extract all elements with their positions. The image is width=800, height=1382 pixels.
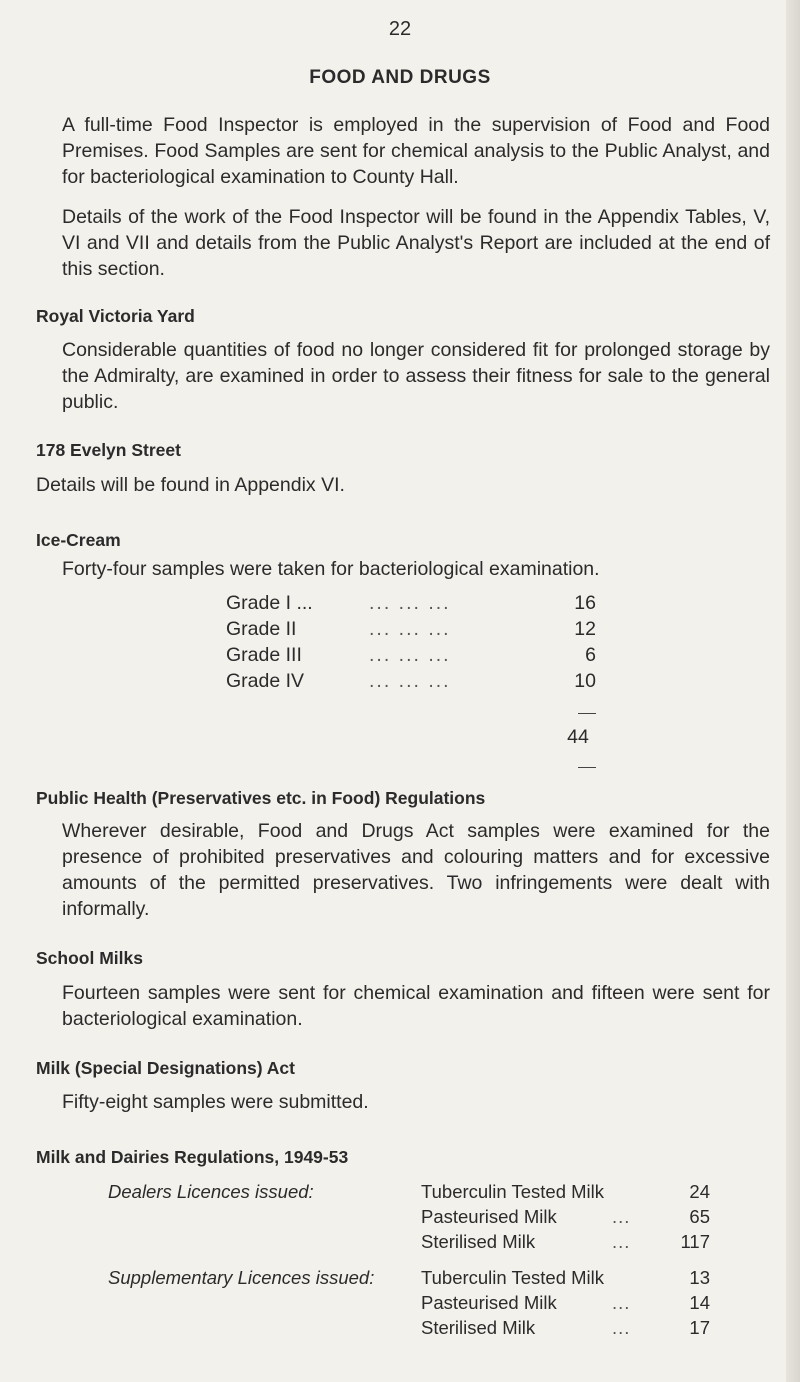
grade-label: Grade I ... (226, 592, 313, 614)
ice-cream-heading: Ice-Cream (36, 530, 121, 550)
grade-count: 6 (585, 644, 596, 666)
dealers-licences-label: Dealers Licences issued: (108, 1181, 314, 1202)
intro-paragraph-2: Details of the work of the Food Inspector will be found in the Appendix Tables, V, VI and VII and details from the Public Analyst's Report are included at the end of this section. (62, 206, 770, 280)
evelyn-street-heading: 178 Evelyn Street (36, 440, 181, 460)
licence-item-name: Pasteurised Milk (421, 1206, 557, 1227)
grade-count: 10 (574, 670, 596, 692)
licence-item-name: Tuberculin Tested Milk (421, 1267, 605, 1288)
licence-item-count: 14 (689, 1292, 710, 1313)
page-title: FOOD AND DRUGS (309, 67, 491, 88)
leader-dots: ... ... ... (369, 592, 451, 614)
grade-label: Grade II (226, 618, 297, 640)
leader-dots: ... (612, 1231, 631, 1252)
grade-label: Grade IV (226, 670, 305, 692)
intro-paragraph-1: A full-time Food Inspector is employed in the supervision of Food and Food Premises. Food Samples are sent for chemical analysis to the Public Analyst, and for bacteriological examination to County Hall. (62, 114, 770, 188)
ice-cream-text: Forty-four samples were taken for bacteriological examination. (62, 558, 600, 580)
total-rule-top (578, 713, 596, 714)
grade-row (226, 670, 606, 696)
milk-dairies-heading: Milk and Dairies Regulations, 1949-53 (36, 1147, 349, 1167)
supplementary-licences-label: Supplementary Licences issued: (108, 1267, 375, 1288)
licence-item-count: 17 (689, 1317, 710, 1338)
leader-dots: ... (612, 1317, 631, 1338)
milk-act-text: Fifty-eight samples were submitted. (62, 1091, 369, 1113)
leader-dots: ... (612, 1292, 631, 1313)
milk-act-heading: Milk (Special Designations) Act (36, 1058, 295, 1078)
grade-row (226, 592, 606, 618)
grade-row (226, 618, 606, 644)
licence-item-count: 24 (689, 1181, 710, 1202)
licence-item-count: 13 (689, 1267, 710, 1288)
total-rule-bottom (578, 767, 596, 768)
licence-item-name: Pasteurised Milk (421, 1292, 557, 1313)
page-edge (786, 0, 800, 1382)
grade-row (226, 644, 606, 670)
ice-cream-grade-table (226, 592, 606, 696)
licence-item-name: Sterilised Milk (421, 1317, 536, 1338)
ice-cream-total: 44 (567, 726, 589, 748)
grade-label: Grade III (226, 644, 302, 666)
licence-item-count: 65 (689, 1206, 710, 1227)
preservatives-text: Wherever desirable, Food and Drugs Act samples were examined for the presence of prohibited preservatives and colouring matters and for excessive amounts of the permitted preservatives. Two infringements were dealt with informally. (62, 820, 770, 920)
royal-victoria-yard-text: Considerable quantities of food no longer considered fit for prolonged storage by the Admiralty, are examined in order to assess their fitness for sale to the general public. (62, 339, 770, 413)
grade-count: 12 (574, 618, 596, 640)
evelyn-street-text: Details will be found in Appendix VI. (36, 474, 345, 496)
licence-item-count: 117 (680, 1231, 710, 1252)
preservatives-heading: Public Health (Preservatives etc. in Food) Regulations (36, 788, 486, 808)
leader-dots: ... ... ... (369, 644, 451, 666)
leader-dots: ... ... ... (369, 618, 451, 640)
page-number: 22 (388, 18, 412, 40)
royal-victoria-yard-heading: Royal Victoria Yard (36, 306, 195, 326)
leader-dots: ... (612, 1206, 631, 1227)
licence-item-name: Sterilised Milk (421, 1231, 536, 1252)
leader-dots: ... ... ... (369, 670, 451, 692)
grade-count: 16 (574, 592, 596, 614)
licence-item-name: Tuberculin Tested Milk (421, 1181, 605, 1202)
school-milks-text: Fourteen samples were sent for chemical examination and fifteen were sent for bacteriological examination. (62, 982, 770, 1030)
school-milks-heading: School Milks (36, 948, 143, 968)
